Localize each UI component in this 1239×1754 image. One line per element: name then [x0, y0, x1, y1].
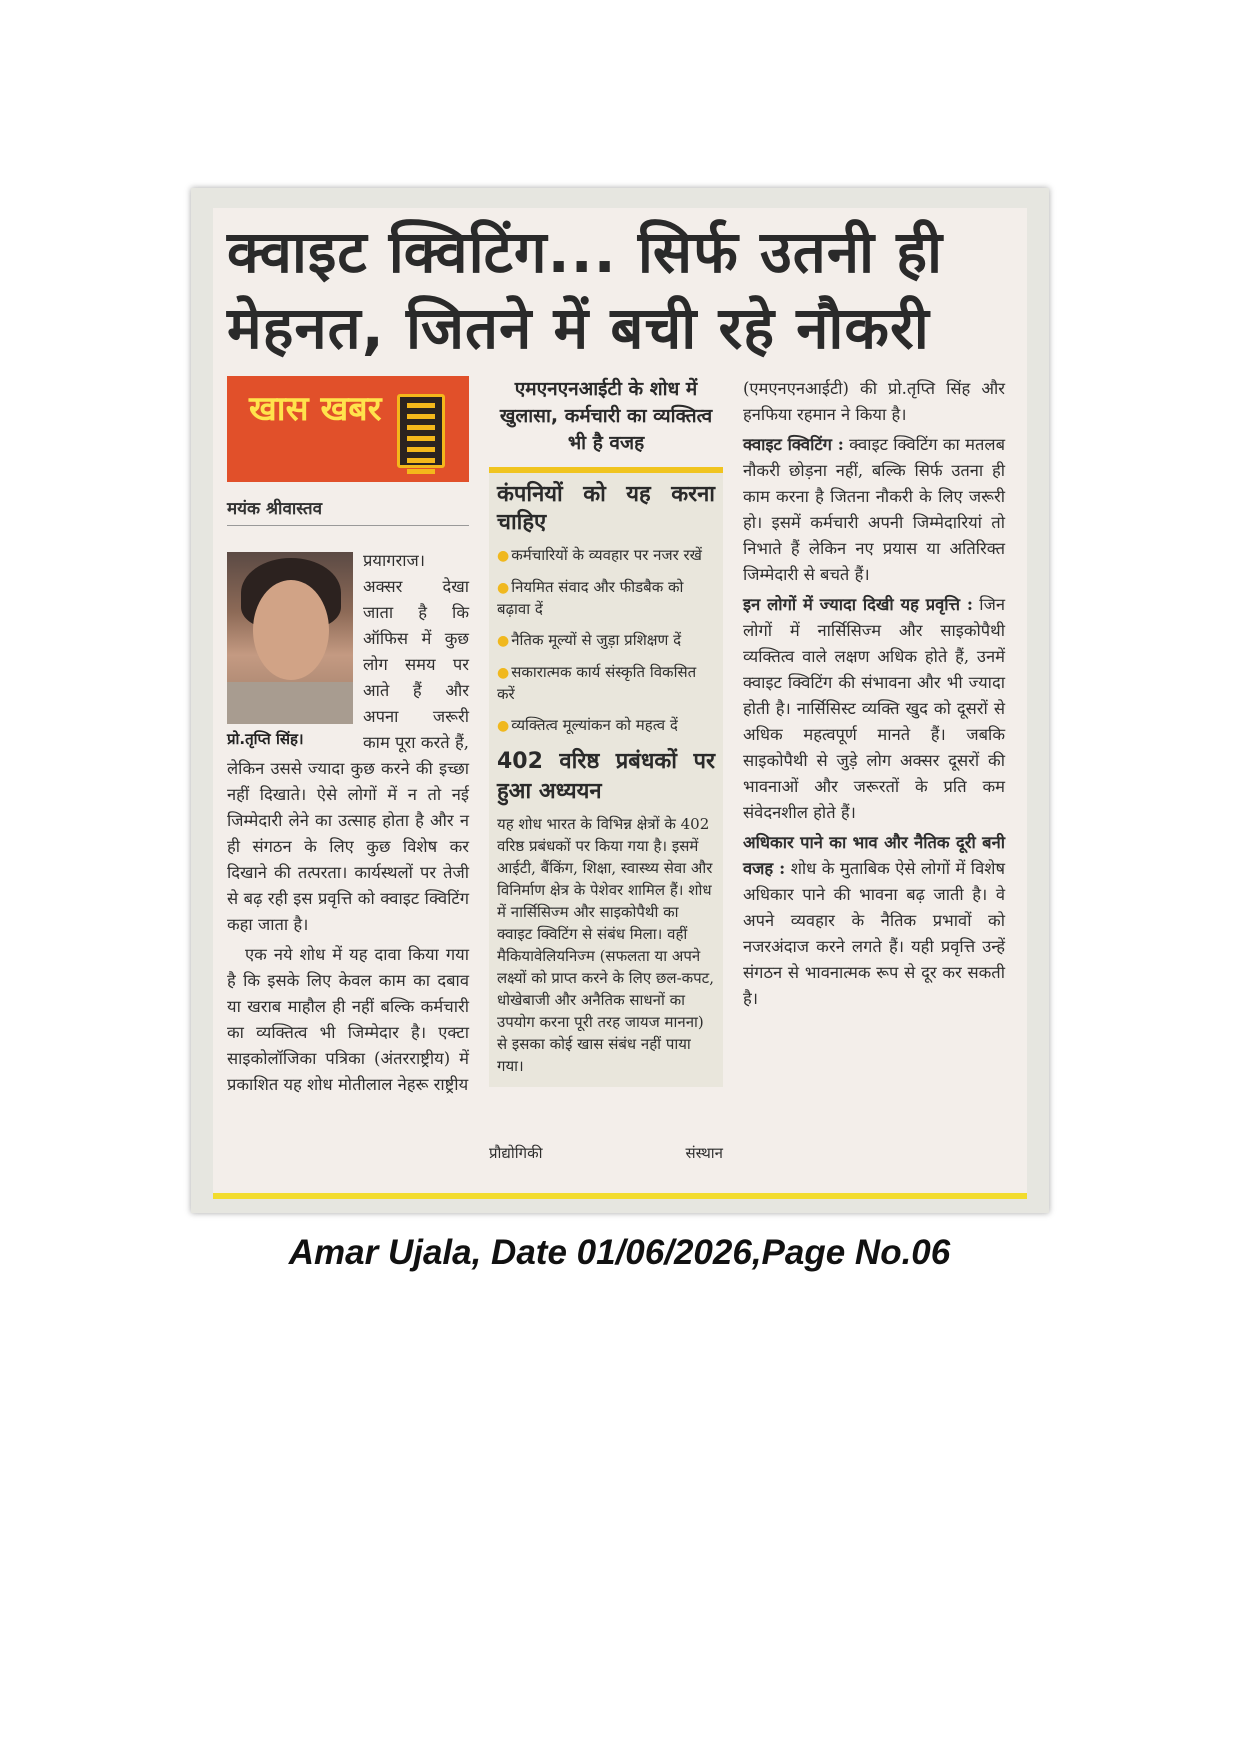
tips-box-title: कंपनियों को यह करना चाहिए: [497, 482, 715, 535]
paragraph: अधिकार पाने का भाव और नैतिक दूरी बनी वजह : शोध के मुताबिक ऐसे लोगों में विशेष अधिकार पाने की भावना बढ़ जाती है। वे अपने व्यवहार के नैतिक प्रभावों को नजरअंदाज करने लगते हैं। यही प्रवृत्ति उन्हें संगठन से भावनात्मक रूप से दूर कर सकती है।: [743, 833, 1005, 1008]
column-2: [489, 376, 723, 1087]
footer-word: संस्थान: [685, 1144, 723, 1162]
list-item: ● नियमित संवाद और फीडबैक को बढ़ावा दें: [497, 578, 684, 618]
portrait-photo: [227, 552, 353, 724]
paragraph: इन लोगों में ज्यादा दिखी यह प्रवृत्ति : जिन लोगों में नार्सिसिज्म और साइकोपैथी व्यक्तित्व वाले लक्षण अधिक होते हैं, उनमें क्वाइट क्विटिंग की संभावना और भी ज्यादा होती है। नार्सिसिस्ट व्यक्ति खुद को दूसरों से अधिक महत्वपूर्ण मानते हैं। जबकि साइकोपैथी से जुड़े लोग अक्सर दूसरों की भावनाओं और जरूरतों के प्रति कम संवेदनशील होते हैं।: [743, 595, 1005, 822]
column-1: [227, 548, 469, 1102]
photo-block: [227, 552, 353, 750]
newspaper-clipping: [191, 188, 1049, 1213]
paragraph: क्वाइट क्विटिंग : क्वाइट क्विटिंग का मतलब नौकरी छोड़ना नहीं, बल्कि सिर्फ उतना ही काम करना है जितना नौकरी के लिए जरूरी हो। इसमें कर्मचारी अपनी जिम्मेदारियां तो निभाते हैं लेकिन नए प्रयास या अतिरिक्त जिम्मेदारी से बचते हैं।: [743, 435, 1005, 584]
source-citation: Amar Ujala, Date 01/06/2026,Page No.06: [288, 1233, 951, 1272]
sub-headline: एमएनएनआईटी के शोध में खुलासा, कर्मचारी का व्यक्तित्व भी है वजह: [499, 378, 713, 454]
footer-word: प्रौद्योगिकी: [489, 1144, 543, 1162]
column-2-footer: [489, 1143, 723, 1163]
list-item: ● सकारात्मक कार्य संस्कृति विकसित करें: [497, 663, 697, 703]
paragraph: प्रयागराज। अक्सर देखा जाता है कि ऑफिस में कुछ लोग समय पर आते हैं और अपना जरूरी काम पूरा करते हैं, लेकिन उससे ज्यादा कुछ करने की इच्छा नहीं दिखाते। ऐसे लोगों में न तो नई जिम्मेदारी लेने का उत्साह होता है और न ही संगठन के लिए कुछ विशेष कर दिखाने की तत्परता। कार्यस्थलों पर तेजी से बढ़ रही इस प्रवृत्ति को क्वाइट क्विटिंग कहा जाता है।: [227, 551, 469, 934]
byline: मयंक श्रीवास्तव: [227, 496, 469, 526]
paragraph: यह शोध भारत के विभिन्न क्षेत्रों के 402 वरिष्ठ प्रबंधकों पर किया गया है। इसमें आईटी, बैंकिंग, शिक्षा, स्वास्थ्य सेवा और विनिर्माण क्षेत्र के पेशेवर शामिल हैं। शोध में नार्सिसिज्म और साइकोपैथी का क्वाइट क्विटिंग से संबंध मिला। वहीं मैकियावेलियनिज्म (सफलता या अपने लक्ष्यों को प्राप्त करने के लिए छल-कपट, धोखेबाजी और अनैतिक साधनों का उपयोग करना पूरी तरह जायज मानना) से इसका कोई खास संबंध नहीं पाया गया।: [497, 815, 715, 1075]
inline-heading: अधिकार पाने का भाव और नैतिक दूरी बनी वजह :: [743, 833, 1005, 878]
newspaper-icon: [397, 394, 445, 468]
paragraph: (एमएनएनआईटी) की प्रो.तृप्ति सिंह और हनफिया रहमान ने किया है।: [743, 379, 1005, 424]
photo-caption: प्रो.तृप्ति सिंह।: [227, 730, 304, 748]
headline: क्वाइट क्विटिंग... सिर्फ उतनी ही मेहनत, जितने में बची रहे नौकरी: [227, 218, 944, 362]
column-3: [743, 376, 1005, 1016]
inline-heading: क्वाइट क्विटिंग :: [743, 435, 844, 454]
tips-list: [497, 545, 715, 737]
section-title: 402 वरिष्ठ प्रबंधकों पर हुआ अध्ययन: [497, 749, 715, 804]
paragraph: एक नये शोध में यह दावा किया गया है कि इसके लिए केवल काम का दबाव या खराब माहौल ही नहीं बल्कि कर्मचारी का व्यक्तित्व भी जिम्मेदार है। एक्टा साइकोलॉजिका पत्रिका (अंतरराष्ट्रीय) में प्रकाशित यह शोध मोतीलाल नेहरू राष्ट्रीय: [227, 945, 469, 1094]
bullet-dot-icon: ●: [497, 718, 510, 734]
bullet-dot-icon: ●: [497, 633, 510, 649]
list-item: ● नैतिक मूल्यों से जुड़ा प्रशिक्षण दें: [497, 631, 682, 649]
bullet-dot-icon: ●: [497, 665, 510, 681]
badge-label: खास खबर: [249, 389, 382, 429]
bullet-dot-icon: ●: [497, 580, 510, 596]
bullet-dot-icon: ●: [497, 548, 510, 564]
list-item: ● व्यक्तित्व मूल्यांकन को महत्व दें: [497, 716, 678, 734]
special-news-badge: [227, 376, 469, 482]
list-item: ● कर्मचारियों के व्यवहार पर नजर रखें: [497, 546, 702, 564]
tips-box: [489, 467, 723, 1087]
inline-heading: इन लोगों में ज्यादा दिखी यह प्रवृत्ति :: [743, 595, 973, 614]
newspaper-page: [213, 208, 1027, 1199]
